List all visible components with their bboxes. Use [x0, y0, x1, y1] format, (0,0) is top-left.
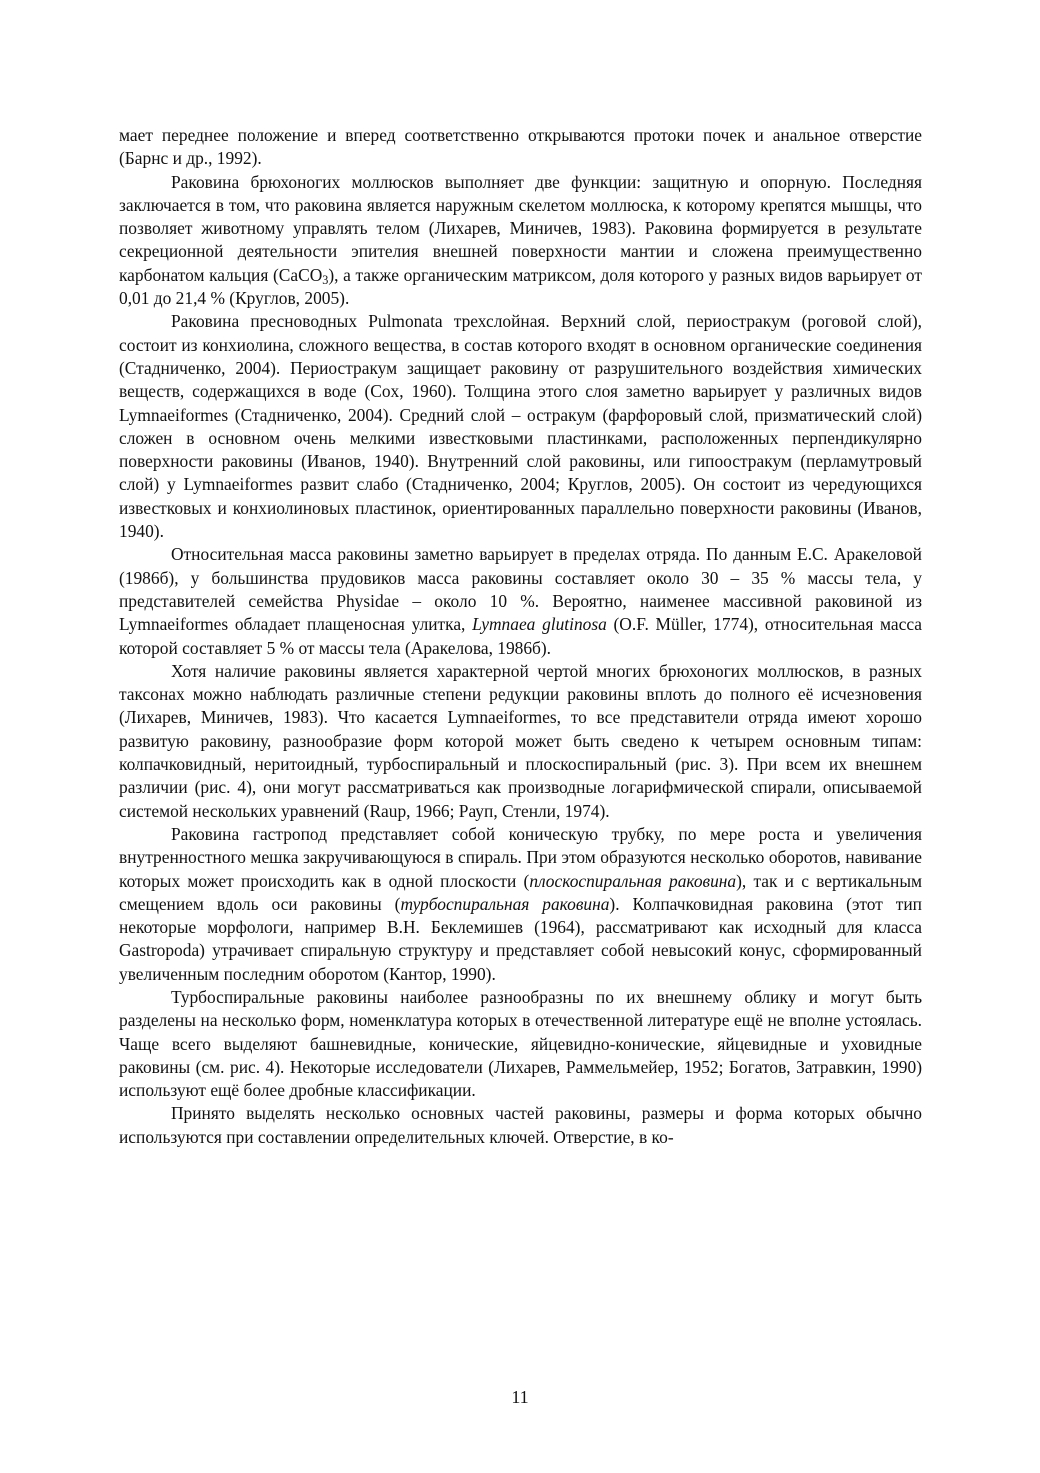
paragraph-5 [119, 660, 922, 823]
text-span: (O.F. Müller, 1774), относительная масса которой составляет 5 % от массы тела (Аракелова, 1986б). [119, 614, 923, 658]
paragraph-4 [119, 543, 922, 659]
paragraph-1 [119, 124, 922, 171]
italic-term: плоскоспиральная раковина [529, 870, 737, 891]
text-span: Турбоспиральные раковины наиболее разнообразны по их внешнему облику и могут быть разделены на несколько форм, номенклатура которых в отечественной литературе ещё не вполне устоялась. Чаще всего выделяют башневидные, конические, яйцевидно-конические, яйцевидные и уховидные раковины (см. рис. 4). Некоторые исследователи (Лихарев, Раммельмейер, 1952; Богатов, Затравкин, 1990) используют ещё более дробные классификации. [119, 986, 922, 1101]
paragraph-7 [119, 986, 922, 1102]
italic-term: турбоспиральная раковина [400, 893, 610, 914]
text-span: Раковина брюхоногих моллюсков выполняет две функции: защитную и опорную. Последняя заключается в том, что раковина является наружным скелетом моллюска, к которому крепятся мышцы, что позволяет животному управлять телом (Лихарев, Миничев, 1983). Раковина формируется в результате секреционной деятельности эпителия внешней поверхности мантии и сложена преимущественно карбонатом кальция (CaCO [119, 171, 922, 285]
paragraph-3 [119, 310, 922, 543]
text-span: мает переднее положение и вперед соответственно открываются протоки почек и анальное отверстие (Барнс и др., 1992). [119, 125, 922, 169]
paragraph-2 [119, 171, 922, 311]
species-name: Lymnaea glutinosa [472, 614, 607, 635]
text-span: Хотя наличие раковины является характерной чертой многих брюхоногих моллюсков, в разных таксонах можно наблюдать различные степени редукции раковины вплоть до полного её исчезновения (Лихарев, Миничев, 1983). Что касается Lymnaeiformes, то все представители отряда имеют хорошо развитую раковину, разнообразие форм которой может быть сведено к четырем основным типам: колпачковидный, неритоидный, турбоспиральный и плоскоспиральный (рис. 3). При всем их внешнем различии (рис. 4), они могут рассматриваться как производные логарифмической спирали, описываемой системой нескольких уравнений (Raup, 1966; Рауп, Стенли, 1974). [119, 660, 922, 821]
page-body [119, 124, 922, 1149]
text-span: Раковина гастропод представляет собой коническую трубку, по мере роста и увеличения внутренностного мешка закручивающуюся в спираль. При этом образуются несколько оборотов, навивание которых может происходить как в одной плоскости ( [119, 823, 922, 891]
text-span: ), а также органическим матриксом, доля которого у разных видов варьирует от 0,01 до 21,4 % (Круглов, 2005). [119, 264, 922, 309]
paragraph-6 [119, 823, 922, 986]
text-span: Принято выделять несколько основных частей раковины, размеры и форма которых обычно используются при составлении определительных ключей. Отверстие, в ко- [119, 1103, 922, 1147]
text-span: Раковина пресноводных Pulmonata трехслойная. Верхний слой, периостракум (роговой слой), состоит из конхиолина, сложного вещества, в состав которого входят в основном органические соединения (Стадниченко, 2004). Периостракум защищает раковину от разрушительного воздействия химических веществ, содержащихся в воде (Cox, 1960). Толщина этого слоя заметно варьирует у различных видов Lymnaeiformes (Стадниченко, 2004). Средний слой – остракум (фарфоровый слой, призматический слой) сложен в основном очень мелкими известковыми пластинками, расположенных перпендикулярно поверхности раковины (Иванов, 1940). Внутренний слой раковины, или гипоостракум (перламутровый слой) у Lymnaeiformes развит слабо (Стадниченко, 2004; Круглов, 2005). Он состоит из чередующихся известковых и конхиолиновых пластинок, ориентированных параллельно поверхности раковины (Иванов, 1940). [119, 311, 922, 542]
text-span: Относительная масса раковины заметно варьирует в пределах отряда. По данным Е.С. Аракеловой (1986б), у большинства прудовиков масса раковины составляет около 30 – 35 % массы тела, у представителей семейства Physidae – около 10 %. Вероятно, наименее массивной раковиной из Lymnaeiformes обладает плащеносная улитка, [119, 544, 922, 635]
text-span: ), так и с вертикальным смещением вдоль оси раковины ( [119, 870, 923, 914]
page-number: 11 [511, 1387, 529, 1407]
subscript: 3 [322, 272, 329, 287]
text-span: ). Колпачковидная раковина (этот тип некоторые морфологи, например В.Н. Беклемишев (1964), рассматривают как исходный для класса Gastropoda) утрачивает спиральную структуру и представляет собой невысокий конус, сформированный увеличенным последним оборотом (Кантор, 1990). [119, 893, 922, 984]
paragraph-8 [119, 1102, 922, 1149]
